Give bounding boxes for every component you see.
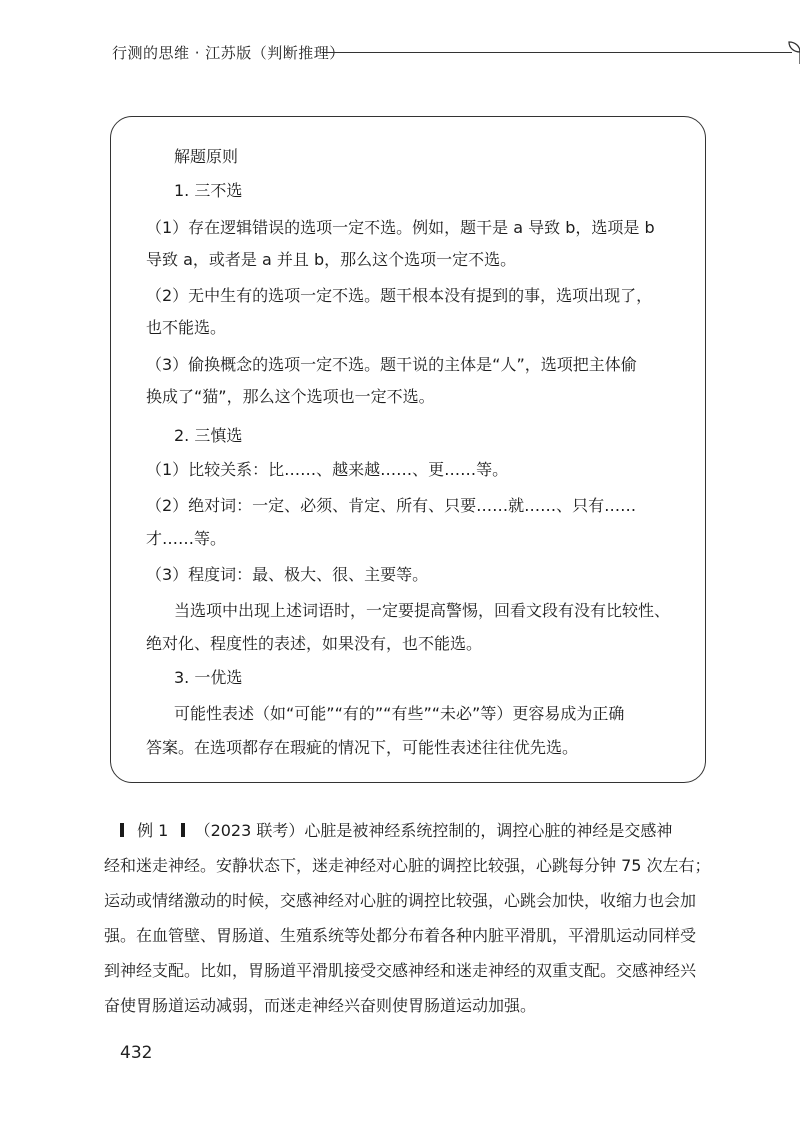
sprout-icon [784,38,800,66]
example-line: 奋使胃肠道运动减弱，而迷走神经兴奋则使胃肠道运动加强。 [104,996,537,1015]
box-line: （2）无中生有的选项一定不选。题干根本没有提到的事，选项出现了， [146,286,653,305]
page-number: 432 [120,1043,153,1063]
example-line: 到神经支配。比如，胃肠道平滑肌接受交感神经和迷走神经的双重支配。交感神经兴 [104,961,697,980]
box-line: 3. 一优选 [174,668,243,687]
example-line: 运动或情绪激动的时候，交感神经对心脏的调控比较强，心跳会加快，收缩力也会加 [104,891,697,910]
box-line: （1）存在逻辑错误的选项一定不选。例如，题干是 a 导致 b，选项是 b [146,218,655,237]
box-line: 可能性表述（如“可能”“有的”“有些”“未必”等）更容易成为正确 [174,704,625,723]
box-line: 换成了“猫”，那么这个选项也一定不选。 [146,387,435,406]
box-line: 1. 三不选 [174,181,243,200]
example-line: 强。在血管壁、胃肠道、生殖系统等处都分布着各种内脏平滑肌，平滑肌运动同样受 [104,926,697,945]
box-line: 才……等。 [146,529,227,548]
example-label: 例 1 [137,821,169,840]
example-first-line [120,821,672,841]
box-line: 当选项中出现上述词语时，一定要提高警惕，回看文段有没有比较性、 [174,601,671,620]
box-line: （3）偷换概念的选项一定不选。题干说的主体是“人”，选项把主体偷 [146,355,637,374]
running-header [112,38,712,68]
box-line: 也不能选。 [146,318,227,337]
example-marker-right [181,823,185,837]
box-line: 绝对化、程度性的表述，如果没有，也不能选。 [146,634,483,653]
example-line: 经和迷走神经。安静状态下，迷走神经对心脏的调控比较强，心跳每分钟 75 次左右； [104,856,711,875]
box-line: （3）程度词：最、极大、很、主要等。 [146,565,429,584]
header-rule [322,52,792,53]
box-line: 答案。在选项都存在瑕疵的情况下，可能性表述往往优先选。 [146,738,579,757]
header-title: 行测的思维 · 江苏版（判断推理） [112,44,345,62]
box-line: （2）绝对词：一定、必须、肯定、所有、只要……就……、只有…… [146,496,637,515]
box-line: （1）比较关系：比……、越来越……、更……等。 [146,460,509,479]
example-text: （2023 联考）心脏是被神经系统控制的，调控心脏的神经是交感神 [194,821,673,840]
box-heading: 解题原则 [174,147,239,166]
example-marker-left [120,823,124,837]
box-line: 导致 a，或者是 a 并且 b，那么这个选项一定不选。 [146,250,517,269]
box-line: 2. 三慎选 [174,426,243,445]
